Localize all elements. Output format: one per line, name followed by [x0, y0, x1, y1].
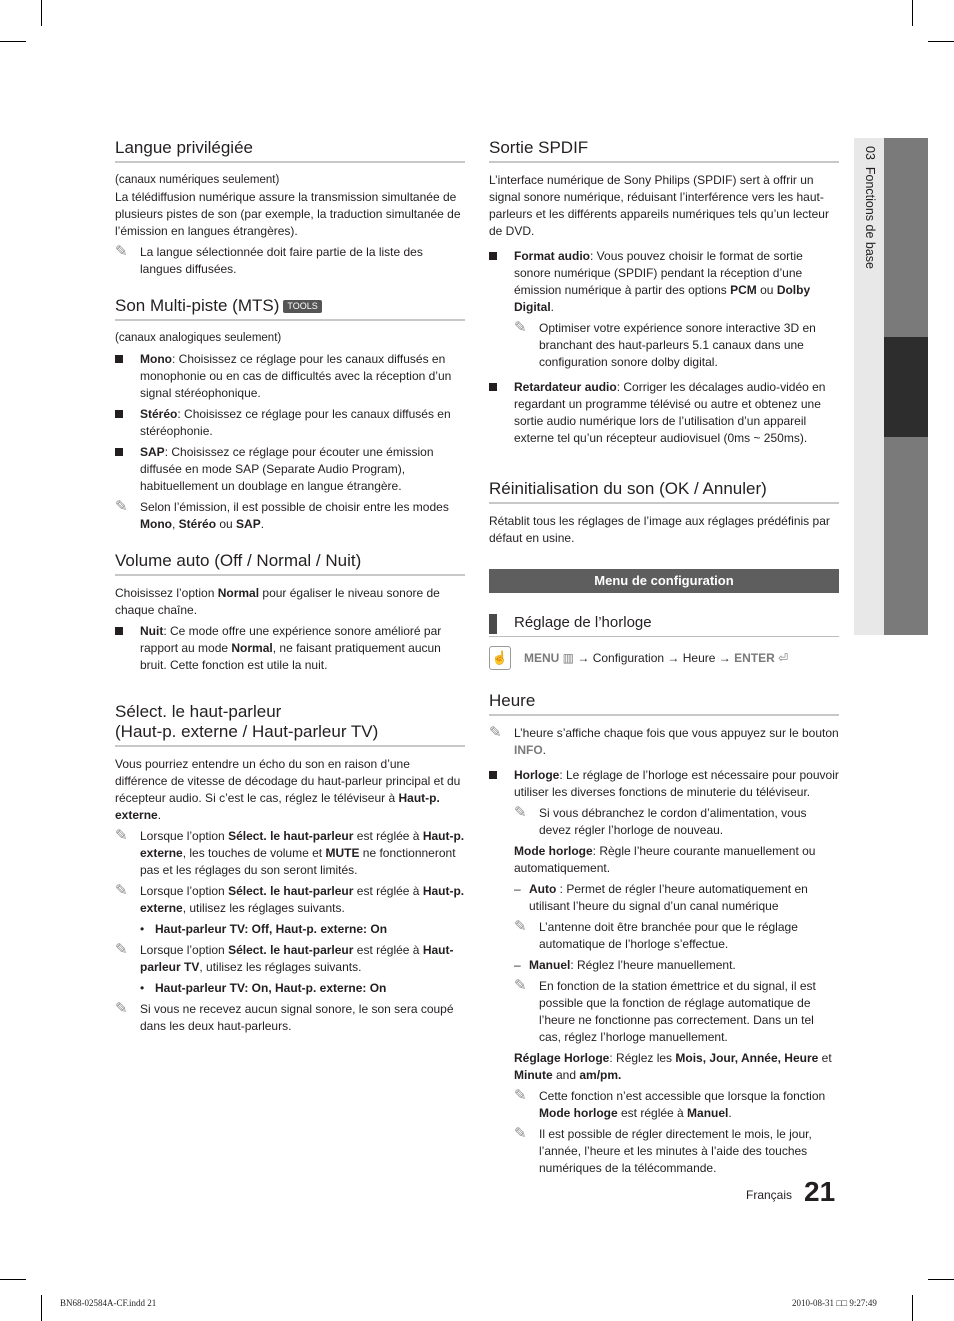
paragraph: Rétablit tous les réglages de l’image aux réglages prédéfinis par défaut en usine. — [489, 514, 830, 545]
section-subtitle: (canaux analogiques seulement) — [115, 332, 282, 344]
dot-bullet-icon: • — [140, 981, 145, 995]
bullet-item: SAP: Choisissez ce réglage pour écouter une émission diffusée en mode SAP (Separate Audio Program), habituellement un doublage en langue étrangère. — [115, 444, 465, 495]
dash-item: – Auto : Permet de régler l’heure automatiquement en utilisant l’heure du signal d’un canal numérique — [514, 882, 808, 913]
sidebar-tab-active — [884, 337, 928, 437]
hand-icon: ☝ — [489, 646, 511, 670]
note: ✎ Optimiser votre expérience sonore interactive 3D en branchant des haut-parleurs 5.1 canaux dans une configuration sonore dolby digital. — [514, 319, 816, 369]
section-title-haut-parleur: Sélect. le haut-parleur (Haut-p. externe / Haut-parleur TV) — [115, 702, 465, 747]
pencil-icon: ✎ — [514, 1087, 527, 1104]
dash-item: – Manuel: Réglez l’heure manuellement. — [514, 958, 736, 972]
paragraph: L’interface numérique de Sony Philips (SPDIF) sert à offrir un signal sonore numérique, réduisant l’interférence vers les haut-parleurs et les différents appareils numériques tels qu’un lecteur de DVD. — [489, 173, 829, 238]
paragraph: Choisissez l’option Normal pour égaliser le niveau sonore de chaque chaîne. — [115, 586, 440, 617]
note: ✎ Lorsque l’option Sélect. le haut-parleur est réglée à Haut-parleur TV, utilisez les réglages suivants. — [115, 941, 454, 974]
note: ✎ Lorsque l’option Sélect. le haut-parleur est réglée à Haut-p. externe, les touches de volume et MUTE ne fonctionneront pas et les réglages du son seront limités. — [115, 827, 465, 877]
note: ✎ En fonction de la station émettrice et du signal, il est possible que la fonction de réglage automatique de l’heure ne fonctionne pas correctement. Dans un tel cas, réglez l’horloge manuellement. — [514, 977, 816, 1044]
sidebar-tab — [884, 138, 928, 337]
pencil-icon: ✎ — [514, 319, 527, 336]
square-bullet-icon — [115, 355, 123, 363]
slug-file: BN68-02584A-CF.indd 21 — [60, 1298, 157, 1308]
left-column — [115, 138, 465, 1039]
pencil-icon: ✎ — [115, 941, 128, 958]
pencil-icon: ✎ — [514, 977, 527, 994]
chapter-label: 03 Fonctions de base — [863, 146, 877, 270]
menu-icon: ▥ — [559, 651, 575, 665]
paragraph: La télédiffusion numérique assure la transmission simultanée de plusieurs pistes de son (par exemple, la traduction simultanée de l’émission en langues étrangères). — [115, 190, 461, 238]
pencil-icon: ✎ — [514, 918, 527, 935]
note: ✎ Si vous débranchez le cordon d’alimentation, vous devez régler l’horloge de nouveau. — [514, 804, 807, 837]
bullet-item: Format audio: Vous pouvez choisir le format de sortie sonore numérique (SPDIF) pendant la réception d’une émission numérique à partir des options PCM ou Dolby Digital. — [489, 248, 839, 316]
note: ✎ Si vous ne recevez aucun signal sonore, le son sera coupé dans les deux haut-parleurs. — [115, 1000, 454, 1033]
note: ✎ Selon l’émission, il est possible de choisir entre les modes Mono, Stéréo ou SAP. — [115, 498, 449, 531]
note: ✎ La langue sélectionnée doit faire partie de la liste des langues diffusées. — [115, 243, 423, 276]
bullet-item: Stéréo: Choisissez ce réglage pour les canaux diffusés en stéréophonie. — [115, 406, 465, 440]
crop-mark — [41, 1295, 42, 1321]
title-bar-icon — [489, 614, 497, 634]
crop-mark — [0, 41, 26, 42]
crop-mark — [0, 1279, 26, 1280]
pencil-icon: ✎ — [115, 827, 128, 844]
bullet-item: Nuit: Ce mode offre une expérience sonore amélioré par rapport au mode Normal, ne faisant pratiquement aucun bruit. Cette fonction est utile la nuit. — [115, 623, 465, 674]
pencil-icon: ✎ — [115, 882, 128, 899]
pencil-icon: ✎ — [115, 498, 128, 515]
note: ✎ L’heure s’affiche chaque fois que vous appuyez sur le bouton INFO. — [489, 724, 839, 757]
footer-language: Français — [746, 1188, 793, 1202]
crop-mark — [41, 0, 42, 26]
bullet-item: Mono: Choisissez ce réglage pour les canaux diffusés en monophonie ou en cas de difficultés avec la réception d’un signal stéréophonique. — [115, 351, 465, 402]
subsection-title-horloge: Réglage de l’horloge — [489, 613, 839, 637]
square-bullet-icon — [115, 410, 123, 418]
bullet-item: Horloge: Le réglage de l’horloge est nécessaire pour pouvoir utiliser les diverses fonctions de minuterie du téléviseur. — [489, 767, 839, 801]
pencil-icon: ✎ — [514, 1125, 527, 1142]
paragraph: Vous pourriez entendre un écho du son en raison d’une différence de vitesse de décodage du haut-parleur principal et du récepteur audio. Si c’est le cas, réglez le téléviseur à Haut-p. externe. — [115, 757, 461, 822]
pencil-icon: ✎ — [115, 1000, 128, 1017]
section-subtitle: (canaux numériques seulement) — [115, 174, 280, 186]
section-title-heure: Heure — [489, 691, 839, 716]
crop-mark — [912, 1295, 913, 1321]
menu-path: ☝ MENU ▥ → Configuration → Heure → ENTER ⏎ — [489, 649, 839, 667]
pencil-icon: ✎ — [514, 804, 527, 821]
note: ✎ Lorsque l’option Sélect. le haut-parleur est réglée à Haut-p. externe, utilisez les réglages suivants. — [115, 882, 465, 915]
crop-mark — [928, 41, 954, 42]
sidebar-tab — [884, 437, 928, 635]
note: ✎ L’antenne doit être branchée pour que le réglage automatique de l’horloge s’effectue. — [514, 918, 798, 951]
section-title-langue: Langue privilégiée — [115, 138, 465, 163]
tools-badge: TOOLS — [283, 300, 321, 313]
note: ✎ Cette fonction n’est accessible que lorsque la fonction Mode horloge est réglée à Manuel. — [514, 1087, 826, 1120]
sub-item: • Haut-parleur TV: On, Haut-p. externe: On — [140, 981, 387, 995]
page-number: 21 — [804, 1176, 836, 1207]
sub-item: • Haut-parleur TV: Off, Haut-p. externe: On — [140, 922, 388, 936]
section-title-reset: Réinitialisation du son (OK / Annuler) — [489, 479, 839, 504]
pencil-icon: ✎ — [489, 724, 502, 741]
crop-mark — [928, 1279, 954, 1280]
bullet-item: Retardateur audio: Corriger les décalages audio-vidéo en regardant un programme télévisé ou autre et obtenez une sortie audio numérique lors de l’utilisation d’un appareil externe tel qu’un récepteur audiovisuel (0ms ~ 250ms). — [489, 379, 839, 447]
enter-icon: ⏎ — [774, 651, 789, 665]
note: ✎ Il est possible de régler directement le mois, le jour, l’année, l’heure et les minutes à l’aide des touches numériques de la télécommande. — [514, 1125, 812, 1175]
square-bullet-icon — [489, 771, 497, 779]
pencil-icon: ✎ — [115, 243, 128, 260]
square-bullet-icon — [115, 448, 123, 456]
square-bullet-icon — [489, 383, 497, 391]
slug-date: 2010-08-31 □□ 9:27:49 — [792, 1298, 877, 1308]
right-column — [489, 138, 839, 1181]
section-banner: Menu de configuration — [489, 569, 839, 593]
section-title-mts: Son Multi-piste (MTS) TOOLS — [115, 296, 465, 321]
crop-mark — [912, 0, 913, 26]
dash-icon: – — [514, 882, 521, 896]
square-bullet-icon — [115, 627, 123, 635]
section-title-spdif: Sortie SPDIF — [489, 138, 839, 163]
dash-icon: – — [514, 958, 521, 972]
dot-bullet-icon: • — [140, 922, 145, 936]
paragraph: Mode horloge: Règle l’heure courante manuellement ou automatiquement. — [514, 844, 816, 875]
paragraph: Réglage Horloge: Réglez les Mois, Jour, Année, Heure et Minute and am/pm. — [514, 1051, 832, 1082]
section-title-volume: Volume auto (Off / Normal / Nuit) — [115, 551, 465, 576]
square-bullet-icon — [489, 252, 497, 260]
